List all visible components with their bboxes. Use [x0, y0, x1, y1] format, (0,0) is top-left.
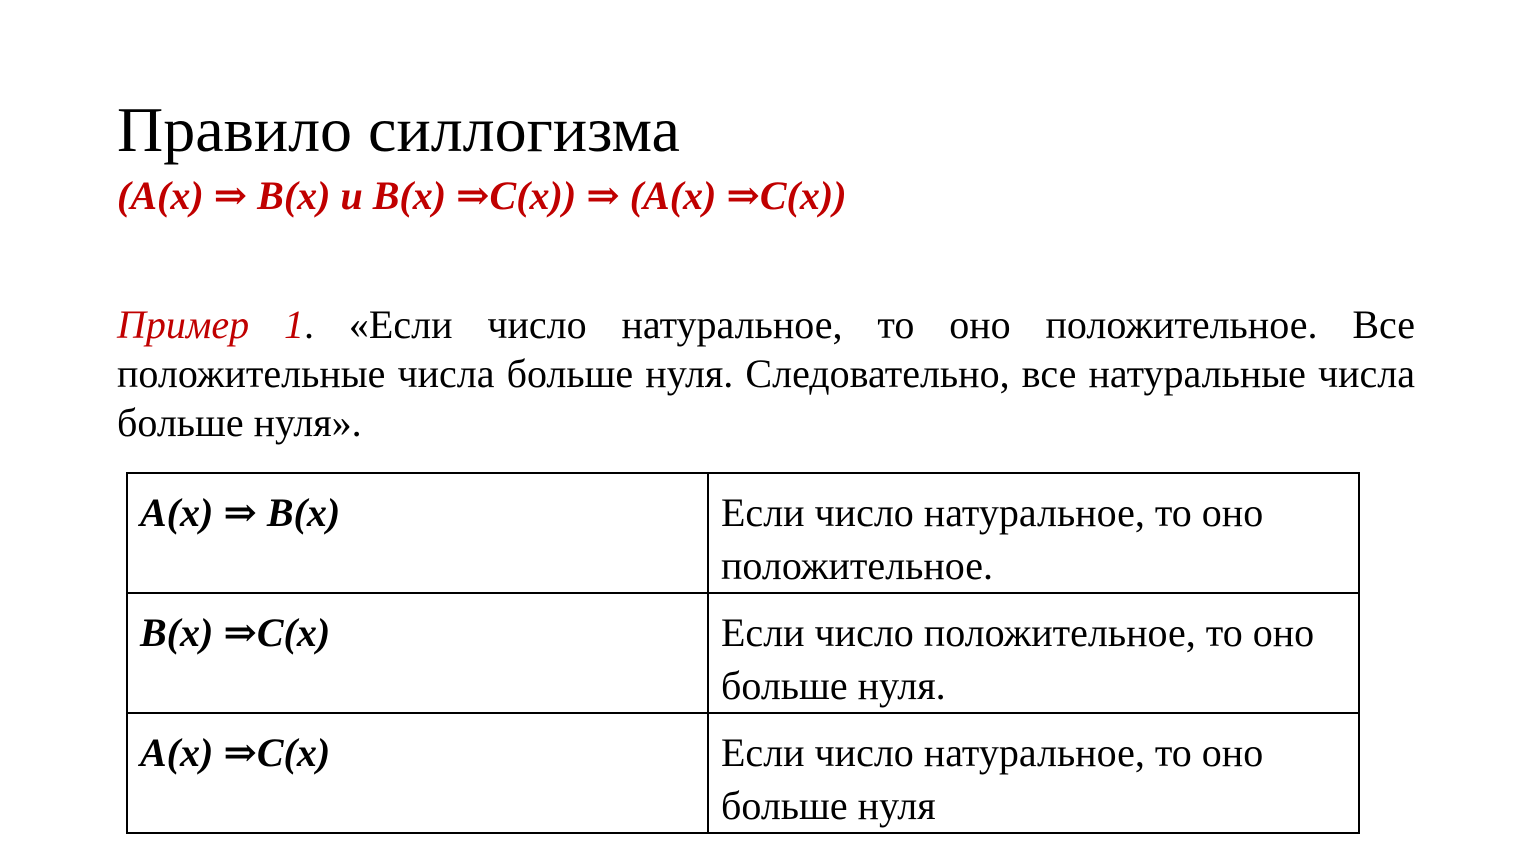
row-formula-cell: B(x) ⇒C(x) [127, 593, 708, 713]
table-row [127, 593, 1359, 713]
row-formula-cell: A(x) ⇒C(x) [127, 713, 708, 833]
row-formula-cell: A(x) ⇒ B(x) [127, 473, 708, 593]
row-text-cell: Если число натуральное, то оно больше нуля [708, 713, 1359, 833]
syllogism-table [126, 472, 1360, 834]
row-text-cell: Если число положительное, то оно больше нуля. [708, 593, 1359, 713]
example-text: . «Если число натуральное, то оно положительное. Все положительные числа больше нуля. Следовательно, все натуральные числа больше нуля». [117, 302, 1415, 445]
syllogism-formula: (A(x) ⇒ B(x) и B(x) ⇒C(x)) ⇒ (A(x) ⇒C(x)) [117, 173, 847, 218]
table-row [127, 473, 1359, 593]
example-paragraph [117, 300, 1415, 447]
row-text-cell: Если число натуральное, то оно положительное. [708, 473, 1359, 593]
table-row [127, 713, 1359, 833]
example-label: Пример 1 [117, 302, 305, 347]
slide-title: Правило силлогизма [117, 94, 680, 165]
